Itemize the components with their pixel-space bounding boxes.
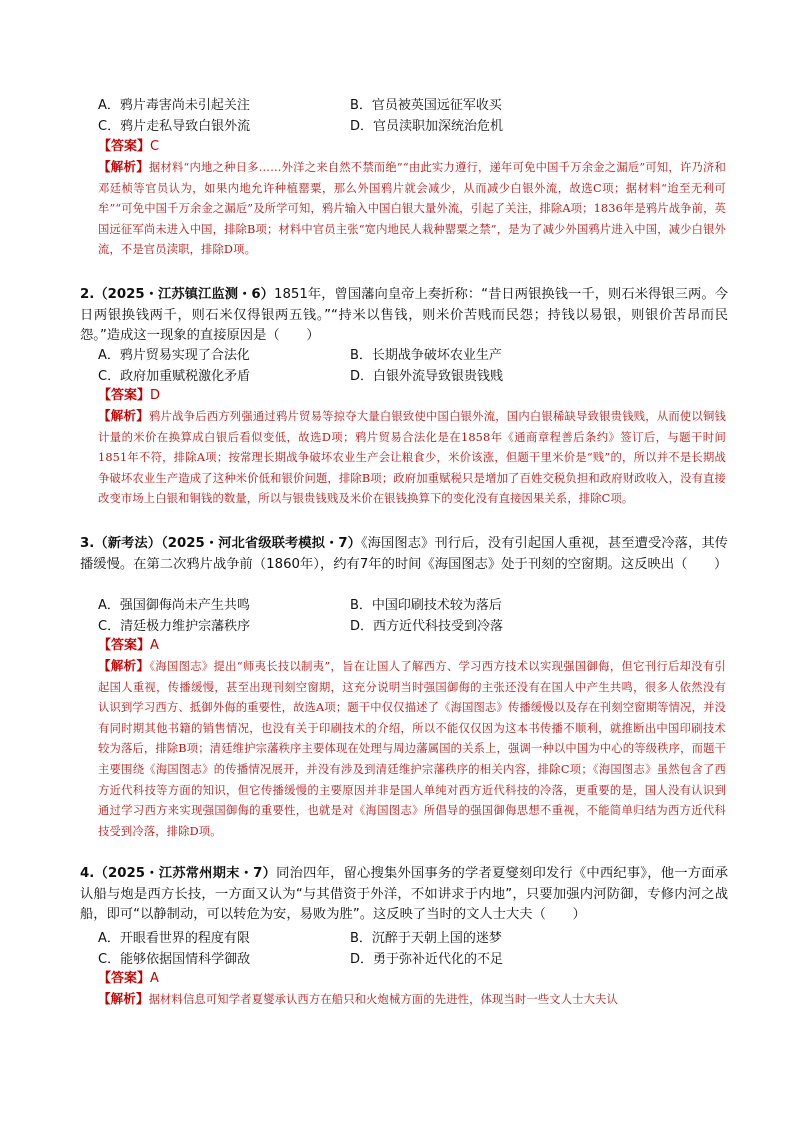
q3-analysis — [98, 656, 726, 842]
q1-answer — [98, 137, 726, 157]
question-3 — [80, 534, 728, 575]
analysis-text: 鸦片战争后西方列强通过鸦片贸易等掠夺大量白银致使中国白银外流，国内白银稀缺导致银贵钱贱，从而使以铜钱计量的米价在换算成白银后看似变低，故选D项；鸦片贸易合法化是在1858年《通商章程善后条约》签订后，与题干时间1851年不符，排除A项；按常理长期战争破坏农业生产会让粮食少，米价该涨，但题干里米价是“贱”的，所以并不是长期战争破坏农业生产造成了这种米价低和银价问题，排除B项；政府加重赋税只是增加了百姓交税负担和政府财政收入，没有直接改变市场上白银和铜钱的数量，所以与银贵钱贱及米价在银钱换算下的变化没有直接因果关系，排除C项。 — [98, 410, 726, 506]
q4-answer — [98, 969, 726, 989]
question-source: （2025・江苏镇江监测・6） — [94, 287, 274, 302]
question-number: 2. — [80, 287, 95, 302]
analysis-label: 【解析】 — [98, 408, 149, 423]
option-c: C．政府加重赋税激化矛盾 — [98, 369, 251, 384]
question-stem: 同治四年，留心搜集外国事务的学者夏燮刻印发行《中西纪事》，他一方面承认船与炮是西方长技，一方面又认为“与其借资于外洋，不如讲求于内地”，只要加强内河防御，专修内河之战船，即可“以静制动，可以转危为安，易败为胜”。这反映了当时的文人士大夫（ ） — [80, 866, 728, 923]
q2-analysis — [98, 406, 726, 510]
option-d: D．白银外流导致银贵钱贱 — [350, 369, 504, 384]
option-b: B．中国印刷技术较为落后 — [350, 598, 502, 613]
q3-answer — [98, 636, 726, 656]
option-row — [98, 366, 726, 387]
answer-label: 【答案】 — [98, 388, 151, 403]
answer-value: D — [150, 388, 161, 403]
option-b: B．沉醉于天朝上国的迷梦 — [350, 931, 502, 946]
option-row — [98, 616, 726, 637]
answer-label: 【答案】 — [98, 638, 151, 653]
q2-answer — [98, 386, 726, 406]
answer-value: A — [150, 638, 159, 653]
option-a: A．开眼看世界的程度有限 — [98, 931, 250, 946]
option-c: C．清廷极力维护宗藩秩序 — [98, 619, 251, 634]
option-c: C．能够依据国情科学御敌 — [98, 952, 251, 967]
analysis-text: 《海国图志》提出“师夷长技以制夷”，旨在让国人了解西方、学习西方技术以实现强国御侮，但它刊行后却没有引起国人重视，传播缓慢，甚至出现刊刻空窗期，这充分说明当时强国御侮的主张还没有在国人中产生共鸣，很多人依然没有认识到学习西方、抵御外侮的重要性，故选A项；题干中仅仅描述了《海国图志》传播缓慢以及存在刊刻空窗期等情况，并没有同时期其他书籍的销售情况，也没有关于印刷技术的介绍，所以不能仅仅因为这本书传播不顺利，就推断出中国印刷技术较为落后，排除B项；清廷维护宗藩秩序主要体现在处理与周边藩属国的关系上，强调一种以中国为中心的等级秩序，而题干主要围绕《海国图志》的传播情况展开，并没有涉及到清廷维护宗藩秩序的相关内容，排除C项；《海国图志》虽然包含了西方近代科技等方面的知识，但它传播缓慢的主要原因并非是国人单纯对西方近代科技的冷落，更重要的是，国人没有认识到通过学习西方来实现强国御侮的重要性，也就是对《海国图志》所倡导的强国御侮思想不重视，不能简单归结为西方近代科技受到冷落，排除D项。 — [98, 660, 726, 838]
q4-analysis — [98, 989, 726, 1011]
question-source: （2025・江苏常州期末・7） — [94, 866, 277, 881]
option-row — [98, 595, 726, 616]
option-b: B．长期战争破坏农业生产 — [350, 348, 502, 363]
answer-value: C — [150, 139, 160, 154]
question-source: （新考法）（2025・河北省级联考模拟・7） — [94, 536, 361, 551]
option-row — [98, 928, 726, 949]
option-row — [98, 345, 726, 366]
q1-options — [98, 95, 726, 137]
answer-value: A — [150, 971, 159, 986]
answer-label: 【答案】 — [98, 139, 151, 154]
question-4 — [80, 864, 728, 926]
analysis-text: 据材料“内地之种日多……外洋之来自然不禁而绝”“由此实力遵行，递年可免中国千万余金之漏卮”可知，许乃济和邓廷桢等官员认为，如果内地允许种植罂粟，那么外国鸦片就会减少，从而减少白银外流，故选C项；据材料“迨至无利可牟”“可免中国千万余金之漏卮”及所学可知，鸦片输入中国白银大量外流，引起了关注，排除A项；1836年是鸦片战争前，英国远征军尚未进入中国，排除B项；材料中官员主张“宽内地民人栽种罂粟之禁”，是为了减少外国鸦片进入中国，减少白银外流，不是官员渎职，排除D项。 — [98, 161, 726, 257]
q3-options — [98, 595, 726, 637]
answer-label: 【答案】 — [98, 971, 151, 986]
option-a: A．强国御侮尚未产生共鸣 — [98, 598, 250, 613]
q2-options — [98, 345, 726, 387]
question-stem: 《海国图志》刊行后，没有引起国人重视，甚至遭受冷落，其传播缓慢。在第二次鸦片战争前（1860年），约有7年的时间《海国图志》处于刊刻的空窗期。这反映出（ ） — [80, 536, 728, 572]
q4-options — [98, 928, 726, 970]
q1-analysis — [98, 157, 726, 261]
option-row — [98, 116, 726, 137]
option-a: A．鸦片贸易实现了合法化 — [98, 348, 250, 363]
option-d: D．勇于弥补近代化的不足 — [350, 952, 504, 967]
option-row — [98, 95, 726, 116]
analysis-label: 【解析】 — [98, 159, 149, 174]
question-number: 3. — [80, 536, 95, 551]
option-c: C．鸦片走私导致白银外流 — [98, 119, 251, 134]
question-number: 4. — [80, 866, 95, 881]
option-a: A．鸦片毒害尚未引起关注 — [98, 98, 250, 113]
option-b: B．官员被英国远征军收买 — [350, 98, 502, 113]
question-2 — [80, 285, 728, 347]
analysis-text: 据材料信息可知学者夏燮承认西方在船只和火炮械方面的先进性，体现当时一些文人士大夫认 — [148, 993, 618, 1006]
option-d: D．西方近代科技受到冷落 — [350, 619, 504, 634]
analysis-label: 【解析】 — [98, 658, 150, 673]
option-d: D．官员渎职加深统治危机 — [350, 119, 504, 134]
question-stem: 1851年，曾国藩向皇帝上奏折称：“昔日两银换钱一千，则石米得银三两。今日两银换钱两千，则石米仅得银两五钱。”“持米以售钱，则米价苦贱而民怨；持钱以易银，则银价苦昂而民怨。”造成这一现象的直接原因是（ ） — [80, 287, 728, 344]
option-row — [98, 949, 726, 970]
analysis-label: 【解析】 — [98, 991, 149, 1006]
